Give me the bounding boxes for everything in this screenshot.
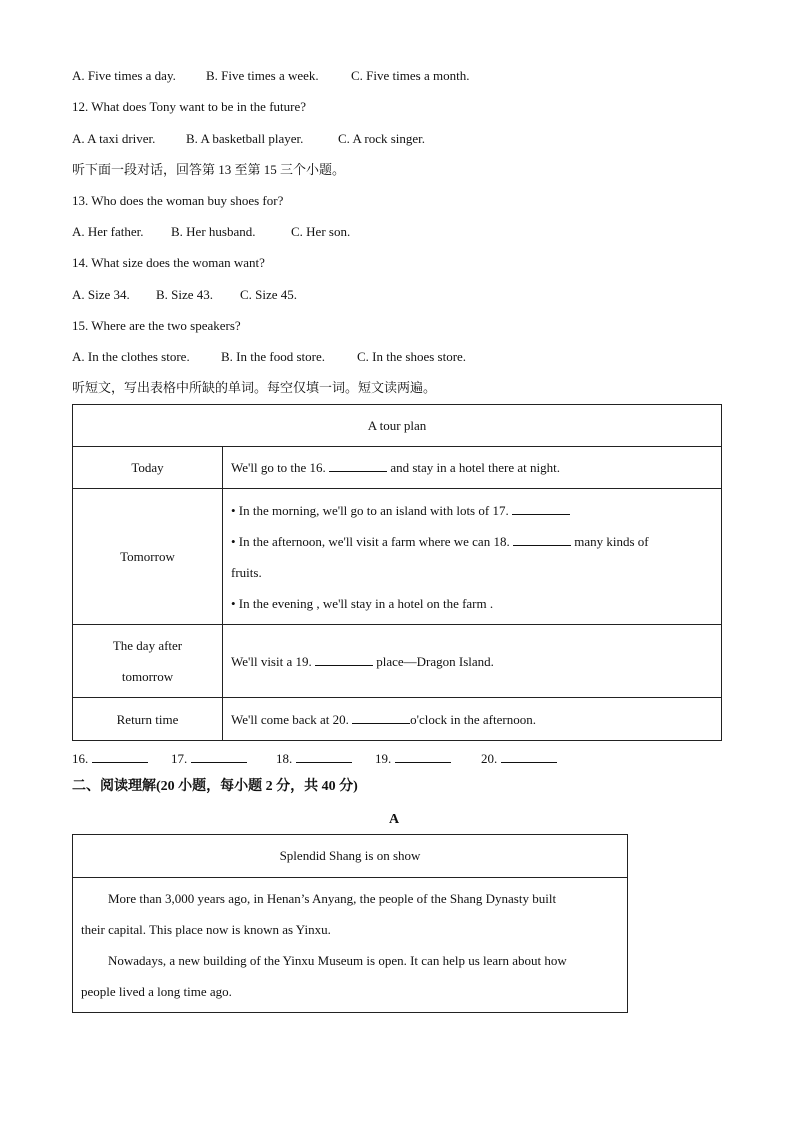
q15-stem: 15. Where are the two speakers? xyxy=(72,318,241,333)
q14-option-a: A. Size 34. xyxy=(72,287,130,302)
section-2-heading: 二、阅读理解(20 小题，每小题 2 分，共 40 分) xyxy=(72,779,358,794)
tour-plan-table xyxy=(72,404,722,741)
today-text-post: and stay in a hotel there at night. xyxy=(387,460,560,475)
instruction-16-20: 听短文，写出表格中所缺的单词。每空仅填一词。短文读两遍。 xyxy=(72,380,437,395)
q13-option-a: A. Her father. xyxy=(72,224,144,239)
reading-p1-line1: More than 3,000 years ago, in Henan’s Anyang, the people of the Shang Dynasty built xyxy=(108,891,557,906)
q13-stem: 13. Who does the woman buy shoes for? xyxy=(72,193,284,208)
blank-17[interactable] xyxy=(512,502,570,515)
row-label-day-after-tomorrow xyxy=(73,625,223,698)
answer-17-blank[interactable] xyxy=(191,750,247,763)
label-line-2: tomorrow xyxy=(121,669,174,684)
reading-body xyxy=(73,878,628,1013)
reading-passage-box xyxy=(72,834,628,1013)
answer-20 xyxy=(481,750,557,767)
answer-17 xyxy=(171,750,247,767)
answer-19 xyxy=(375,750,451,767)
blank-18[interactable] xyxy=(513,533,571,546)
answer-18-blank[interactable] xyxy=(296,750,352,763)
answer-19-label: 19. xyxy=(375,751,395,766)
blank-19[interactable] xyxy=(315,653,373,666)
answer-20-blank[interactable] xyxy=(501,750,557,763)
answer-19-blank[interactable] xyxy=(395,750,451,763)
answer-18-label: 18. xyxy=(276,751,296,766)
answer-16-blank[interactable] xyxy=(92,750,148,763)
reading-p1-line2: their capital. This place now is known as Yinxu. xyxy=(81,922,331,937)
reading-p2-line1: Nowadays, a new building of the Yinxu Museum is open. It can help us learn about how xyxy=(108,953,567,968)
tomorrow-evening-text: • In the evening , we'll stay in a hotel on the farm . xyxy=(231,595,494,611)
blank-16[interactable] xyxy=(329,459,387,472)
tomorrow-afternoon-continuation: fruits. xyxy=(231,564,262,580)
tomorrow-afternoon-text-post: many kinds of xyxy=(570,533,649,549)
q14-stem: 14. What size does the woman want? xyxy=(72,255,265,270)
row-label-today: Today xyxy=(73,447,223,489)
answer-17-label: 17. xyxy=(171,751,191,766)
answer-16-label: 16. xyxy=(72,751,92,766)
q13-option-b: B. Her husband. xyxy=(171,224,256,239)
q14-option-c: C. Size 45. xyxy=(240,287,298,302)
row-content-return-time xyxy=(223,698,722,741)
q12-option-a: A. A taxi driver. xyxy=(72,131,156,146)
q15-option-b: B. In the food store. xyxy=(221,349,325,364)
q14-option-b: B. Size 43. xyxy=(156,287,214,302)
row-label-tomorrow: Tomorrow xyxy=(73,489,223,625)
q13-option-c: C. Her son. xyxy=(291,224,351,239)
tomorrow-morning-text: • In the morning, we'll go to an island with lots of 17. xyxy=(231,502,512,518)
row-content-tomorrow xyxy=(223,489,722,625)
row-label-return-time: Return time xyxy=(73,698,223,741)
q12-stem: 12. What does Tony want to be in the future? xyxy=(72,99,306,114)
day-after-text-post: place—Dragon Island. xyxy=(372,653,494,669)
day-after-text-pre: We'll visit a 19. xyxy=(231,653,315,669)
blank-20[interactable] xyxy=(352,711,410,724)
q15-option-a: A. In the clothes store. xyxy=(72,349,190,364)
q12-option-c: C. A rock singer. xyxy=(338,131,426,146)
label-line-1: The day after xyxy=(112,638,183,653)
answer-18 xyxy=(276,750,352,767)
answer-20-label: 20. xyxy=(481,751,501,766)
q15-option-c: C. In the shoes store. xyxy=(357,349,467,364)
answer-16 xyxy=(72,750,148,767)
reading-title: Splendid Shang is on show xyxy=(73,835,628,878)
q12-option-b: B. A basketball player. xyxy=(186,131,304,146)
tomorrow-afternoon-text: • In the afternoon, we'll visit a farm where we can 18. xyxy=(231,533,513,549)
row-content-day-after-tomorrow xyxy=(223,625,722,698)
today-text-pre: We'll go to the 16. xyxy=(231,460,330,475)
tour-plan-title: A tour plan xyxy=(73,405,722,447)
instruction-13-15: 听下面一段对话，回答第 13 至第 15 三个小题。 xyxy=(72,162,346,177)
return-text-post: o'clock in the afternoon. xyxy=(410,711,536,727)
q11-option-c: C. Five times a month. xyxy=(351,68,470,83)
q11-option-a: A. Five times a day. xyxy=(72,68,176,83)
row-content-today xyxy=(223,447,722,489)
return-text-pre: We'll come back at 20. xyxy=(231,711,353,727)
passage-letter: A xyxy=(389,812,400,827)
q11-option-b: B. Five times a week. xyxy=(206,68,319,83)
reading-p2-line2: people lived a long time ago. xyxy=(81,984,232,999)
